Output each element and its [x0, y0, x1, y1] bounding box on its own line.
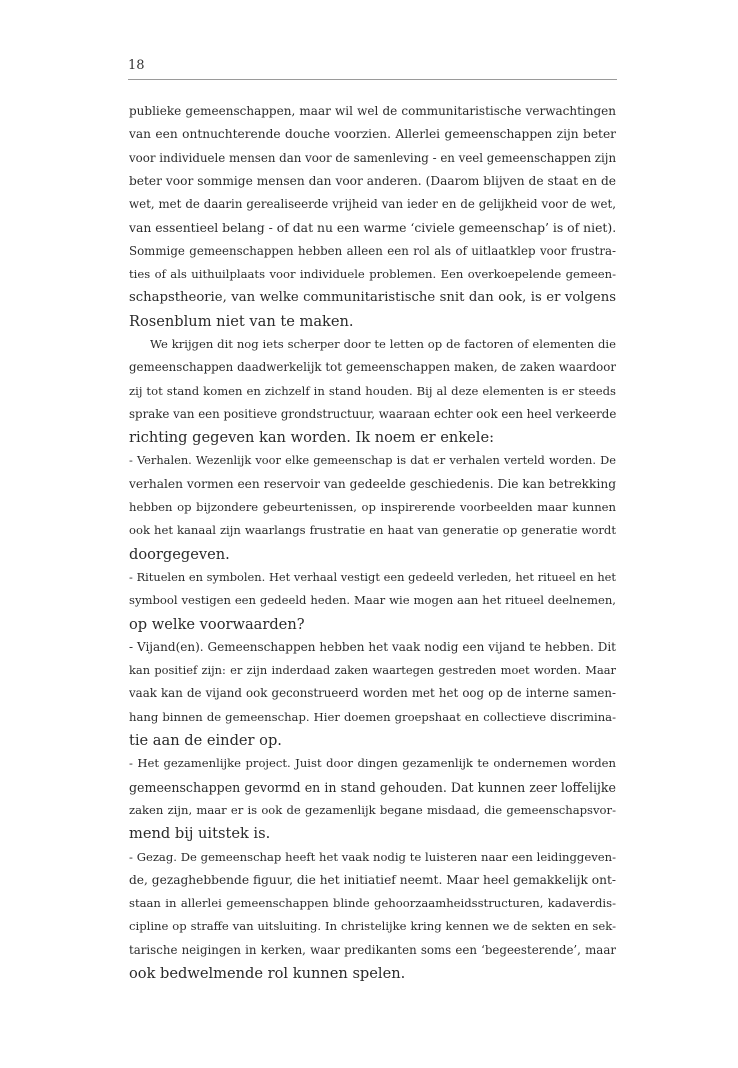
- text-line: tie aan de einder op.: [129, 732, 282, 750]
- text-line: We krijgen dit nog iets scherper door te letten op de factoren of elementen die: [150, 336, 616, 351]
- text-line: ook het kanaal zijn waarlangs frustratie en haat van generatie op generatie wordt: [129, 523, 616, 538]
- text-line: ook bedwelmende rol kunnen spelen.: [129, 964, 406, 982]
- text-line: zaken zijn, maar er is ook de gezamenlijk begane misdaad, die gemeenschapsvor-: [129, 802, 616, 817]
- text-line: vaak kan de vijand ook geconstrueerd worden met het oog op de interne samen-: [129, 686, 616, 701]
- text-line: Sommige gemeenschappen hebben alleen een rol als of uitlaatklep voor frustra-: [129, 243, 616, 258]
- text-line: schapstheorie, van welke communitaristische snit dan ook, is er volgens: [129, 290, 616, 306]
- text-line: mend bij uitstek is.: [129, 825, 271, 843]
- text-line: - Rituelen en symbolen. Het verhaal vestigt een gedeeld verleden, het ritueel en het: [129, 569, 616, 584]
- text-line: sprake van een positieve grondstructuur, waaraan echter ook een heel verkeerde: [129, 406, 616, 421]
- text-line: hang binnen de gemeenschap. Hier doemen groepshaat en collectieve discrimina-: [129, 709, 616, 724]
- text-line: zij tot stand komen en zichzelf in stand houden. Bij al deze elementen is er steeds: [129, 383, 616, 398]
- text-line: - Verhalen. Wezenlijk voor elke gemeenschap is dat er verhalen verteld worden. De: [129, 453, 616, 468]
- text-line: publieke gemeenschappen, maar wil wel de communitaristische verwachtingen: [129, 104, 616, 118]
- text-line: gemeenschappen gevormd en in stand gehouden. Dat kunnen zeer loffelijke: [129, 779, 616, 795]
- text-line: hebben op bijzondere gebeurtenissen, op inspirerende voorbeelden maar kunnen: [129, 500, 616, 515]
- text-line: cipline op straffe van uitsluiting. In christelijke kring kennen we de sekten en sek-: [129, 919, 616, 934]
- header-rule: [128, 79, 617, 80]
- text-line: richting gegeven kan worden. Ik noem er enkele:: [129, 429, 495, 447]
- text-line: staan in allerlei gemeenschappen blinde gehoorzaamheidsstructuren, kadaverdis-: [129, 896, 616, 911]
- text-line: symbool vestigen een gedeeld heden. Maar wie mogen aan het ritueel deelnemen,: [129, 593, 616, 608]
- text-line: beter voor sommige mensen dan voor anderen. (Daarom blijven de staat en de: [129, 173, 616, 188]
- text-line: tarische neigingen in kerken, waar predikanten soms een ‘begeesterende’, maar: [129, 942, 616, 957]
- page-number: 18: [128, 58, 145, 73]
- text-line: Rosenblum niet van te maken.: [129, 312, 354, 330]
- text-line: - Gezag. De gemeenschap heeft het vaak nodig te luisteren naar een leidinggeven-: [129, 849, 616, 864]
- text-line: - Vijand(en). Gemeenschappen hebben het vaak nodig een vijand te hebben. Dit: [129, 639, 616, 654]
- text-line: de, gezaghebbende figuur, die het initiatief neemt. Maar heel gemakkelijk ont-: [129, 872, 616, 887]
- text-line: doorgegeven.: [129, 545, 230, 563]
- text-line: van essentieel belang - of dat nu een warme ‘civiele gemeenschap’ is of niet).: [129, 220, 616, 236]
- text-line: wet, met de daarin gerealiseerde vrijheid van ieder en de gelijkheid voor de wet,: [129, 197, 616, 212]
- text-line: gemeenschappen daadwerkelijk tot gemeenschappen maken, de zaken waardoor: [129, 360, 616, 375]
- text-line: van een ontnuchterende douche voorzien. Allerlei gemeenschappen zijn beter: [129, 127, 616, 142]
- text-line: kan positief zijn: er zijn inderdaad zaken waartegen gestreden moet worden. Maar: [129, 663, 616, 678]
- text-line: voor individuele mensen dan voor de samenleving - en veel gemeenschappen zijn: [129, 150, 616, 165]
- text-line: ties of als uithuilplaats voor individuele problemen. Een overkoepelende gemeen-: [129, 267, 616, 282]
- body-text: [129, 100, 616, 985]
- text-line: - Het gezamenlijke project. Juist door dingen gezamenlijk te ondernemen worden: [129, 756, 616, 771]
- text-line: op welke voorwaarden?: [129, 615, 305, 633]
- text-line: verhalen vormen een reservoir van gedeelde geschiedenis. Die kan betrekking: [129, 476, 616, 491]
